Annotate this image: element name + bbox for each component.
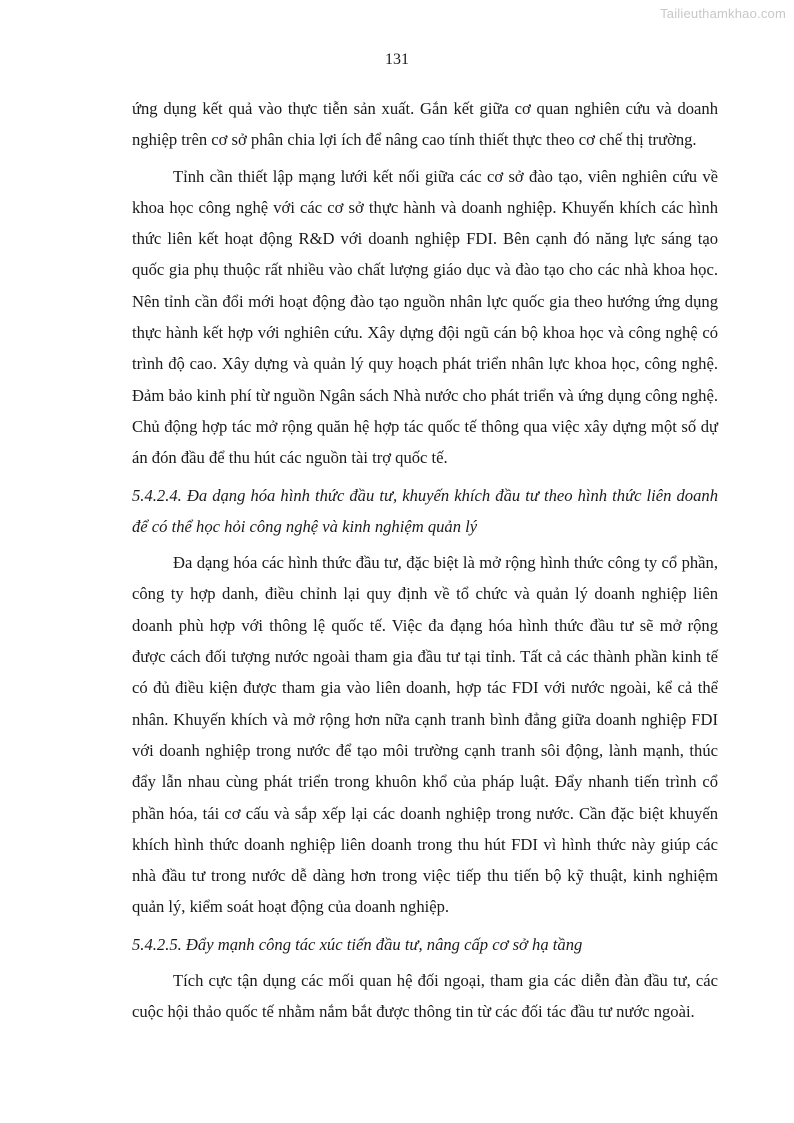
paragraph-investment-forms: Đa dạng hóa các hình thức đầu tư, đặc biệt là mở rộng hình thức công ty cổ phần, công ty hợp danh, điều chỉnh lại quy định về tổ chức và quản lý doanh nghiệp liên doanh phù hợp với thông lệ quốc tế. Việc đa đạng hóa hình thức đầu tư sẽ mở rộng được cách đối tượng nước ngoài tham gia đầu tư tại tỉnh. Tất cả các thành phần kinh tế có đủ điều kiện được tham gia vào liên doanh, hợp tác FDI với nước ngoài, kể cả thể nhân. Khuyến khích và mở rộng hơn nữa cạnh tranh bình đẳng giữa doanh nghiệp FDI với doanh nghiệp trong nước để tạo môi trường cạnh tranh sôi động, lành mạnh, thúc đẩy lẫn nhau cùng phát triển trong khuôn khổ của pháp luật. Đẩy nhanh tiến trình cổ phần hóa, tái cơ cấu và sắp xếp lại các doanh nghiệp trong nước. Cần đặc biệt khuyến khích hình thức doanh nghiệp liên doanh trong thu hút FDI vì hình thức này giúp các nhà đầu tư trong nước dễ dàng hơn trong việc tiếp thu tiến bộ kỹ thuật, kinh nghiệm quản lý, kiểm soát hoạt động của doanh nghiệp. bbox=[132, 553, 718, 917]
paragraph-continued: ứng dụng kết quả vào thực tiễn sản xuất. Gắn kết giữa cơ quan nghiên cứu và doanh nghiệp trên cơ sở phân chia lợi ích để nâng cao tính thiết thực theo cơ chế thị trường. bbox=[132, 99, 718, 150]
paragraph-foreign-relations: Tích cực tận dụng các mối quan hệ đối ngoại, tham gia các diễn đàn đầu tư, các cuộc hội thảo quốc tế nhằm nắm bắt được thông tin từ các đối tác đầu tư nước ngoài. bbox=[132, 971, 718, 1022]
paragraph-training-network: Tỉnh cần thiết lập mạng lưới kết nối giữa các cơ sở đào tạo, viên nghiên cứu về khoa học công nghệ với các cơ sở thực hành và doanh nghiệp. Khuyến khích các hình thức liên kết hoạt động R&D với doanh nghiệp FDI. Bên cạnh đó năng lực sáng tạo quốc gia phụ thuộc rất nhiều vào chất lượng giáo dục và đào tạo cho các nhà khoa học. Nên tỉnh cần đổi mới hoạt động đào tạo nguồn nhân lực quốc gia theo hướng ứng dụng thực hành kết hợp với nghiên cứu. Xây dựng đội ngũ cán bộ khoa học và công nghệ có trình độ cao. Xây dựng và quản lý quy hoạch phát triển nhân lực khoa học, công nghệ. Đảm bảo kinh phí từ nguồn Ngân sách Nhà nước cho phát triển và ứng dụng công nghệ. Chủ động hợp tác mở rộng quăn hệ hợp tác quốc tế thông qua việc xây dựng một số dự án đón đầu để thu hút các nguồn tài trợ quốc tế. bbox=[132, 166, 718, 468]
section-heading-5-4-2-4: 5.4.2.4. Đa dạng hóa hình thức đầu tư, khuyến khích đầu tư theo hình thức liên doanh để có thể học hỏi công nghệ và kinh nghiệm quản lý bbox=[132, 485, 718, 536]
document-body bbox=[132, 93, 718, 1028]
watermark: Tailieuthamkhao.com bbox=[660, 6, 786, 21]
page-number: 131 bbox=[385, 51, 409, 68]
section-heading-5-4-2-5: 5.4.2.5. Đẩy mạnh công tác xúc tiến đầu tư, nâng cấp cơ sở hạ tầng bbox=[132, 934, 583, 954]
